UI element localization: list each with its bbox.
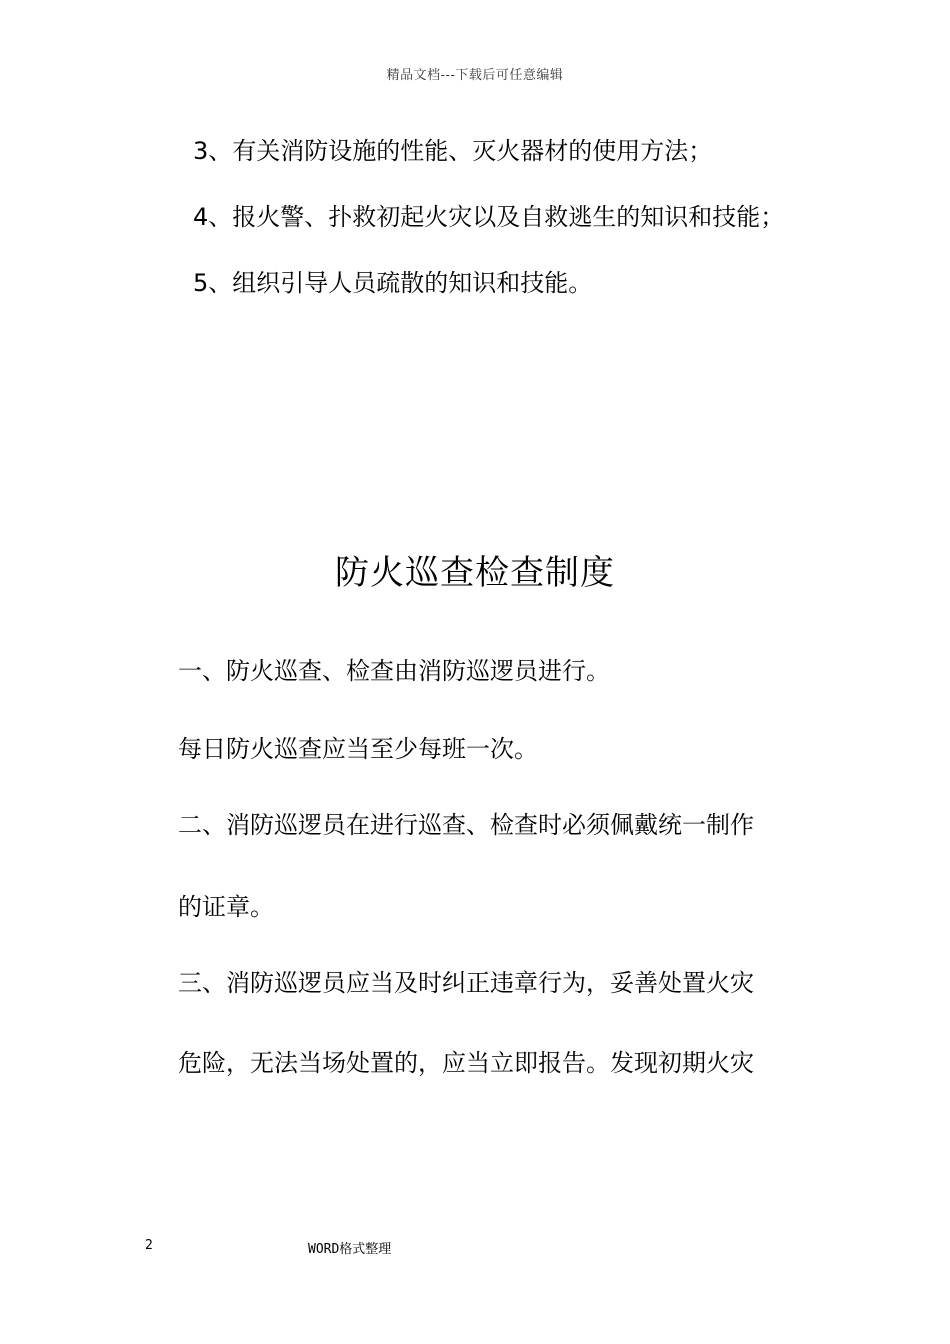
body-line: 一、防火巡查、检查由消防巡逻员进行。 (178, 657, 610, 685)
body-line: 三、消防巡逻员应当及时纠正违章行为，妥善处置火灾 (178, 969, 754, 997)
body-line: 危险，无法当场处置的，应当立即报告。发现初期火灾 (178, 1049, 754, 1077)
list-item: 5、组织引导人员疏散的知识和技能。 (193, 269, 593, 297)
footer-label: WORD格式整理 (308, 1242, 392, 1257)
body-line: 每日防火巡查应当至少每班一次。 (178, 735, 538, 763)
list-item: 3、有关消防设施的性能、灭火器材的使用方法； (193, 137, 713, 165)
body-line: 二、消防巡逻员在进行巡查、检查时必须佩戴统一制作 (178, 811, 754, 839)
body-line: 的证章。 (178, 893, 274, 921)
header-note: 精品文档---下载后可任意编辑 (386, 68, 564, 83)
page-number: 2 (145, 1238, 153, 1253)
section-title: 防火巡查检查制度 (335, 553, 615, 593)
list-item: 4、报火警、扑救初起火灾以及自救逃生的知识和技能； (193, 203, 785, 231)
